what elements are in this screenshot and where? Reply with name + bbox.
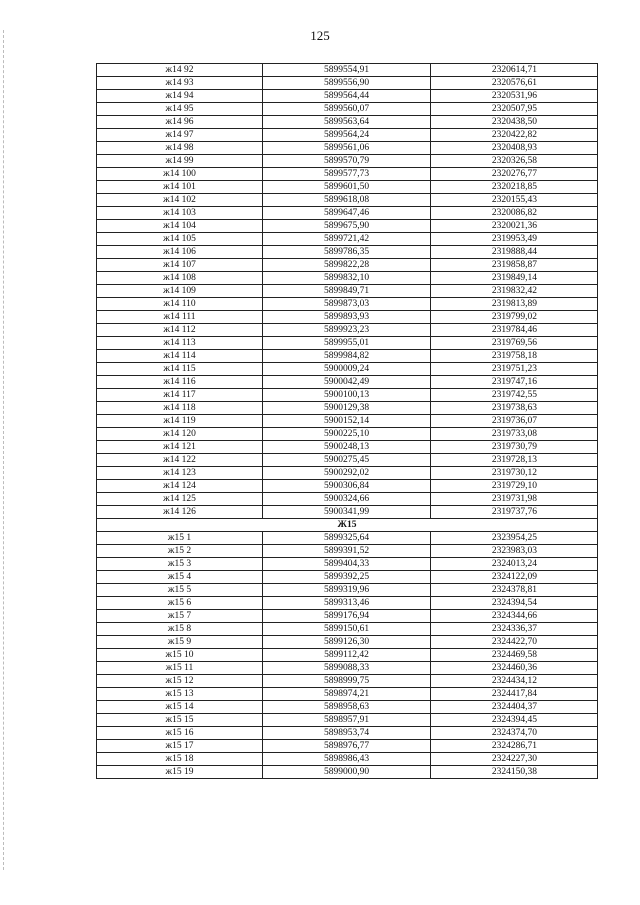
y-coordinate-cell: 2320422,82	[431, 129, 598, 142]
y-coordinate-cell: 2324394,45	[431, 714, 598, 727]
y-coordinate-cell: 2319953,49	[431, 233, 598, 246]
x-coordinate-cell: 5899313,46	[263, 597, 431, 610]
x-coordinate-cell: 5899822,28	[263, 259, 431, 272]
table-row	[97, 233, 598, 246]
point-name-cell: ж15 3	[97, 558, 263, 571]
y-coordinate-cell: 2319751,23	[431, 363, 598, 376]
point-name-cell: ж14 110	[97, 298, 263, 311]
point-name-cell: ж14 125	[97, 493, 263, 506]
x-coordinate-cell: 5899000,90	[263, 766, 431, 779]
point-name-cell: ж14 126	[97, 506, 263, 519]
point-name-cell: ж14 101	[97, 181, 263, 194]
x-coordinate-cell: 5899873,03	[263, 298, 431, 311]
point-name-cell: ж15 1	[97, 532, 263, 545]
y-coordinate-cell: 2319799,02	[431, 311, 598, 324]
point-name-cell: ж15 17	[97, 740, 263, 753]
point-name-cell: ж14 109	[97, 285, 263, 298]
y-coordinate-cell: 2319736,07	[431, 415, 598, 428]
point-name-cell: ж14 100	[97, 168, 263, 181]
table-row	[97, 376, 598, 389]
point-name-cell: ж15 9	[97, 636, 263, 649]
table-row	[97, 571, 598, 584]
coordinates-table	[96, 63, 598, 779]
table-row	[97, 597, 598, 610]
point-name-cell: ж14 118	[97, 402, 263, 415]
point-name-cell: ж15 6	[97, 597, 263, 610]
x-coordinate-cell: 5898953,74	[263, 727, 431, 740]
y-coordinate-cell: 2320276,77	[431, 168, 598, 181]
x-coordinate-cell: 5899570,79	[263, 155, 431, 168]
y-coordinate-cell: 2324417,84	[431, 688, 598, 701]
point-name-cell: ж14 93	[97, 77, 263, 90]
point-name-cell: ж14 107	[97, 259, 263, 272]
table-row	[97, 337, 598, 350]
x-coordinate-cell: 5899564,44	[263, 90, 431, 103]
table-row	[97, 350, 598, 363]
y-coordinate-cell: 2319832,42	[431, 285, 598, 298]
point-name-cell: ж14 115	[97, 363, 263, 376]
x-coordinate-cell: 5899955,01	[263, 337, 431, 350]
table-row	[97, 727, 598, 740]
y-coordinate-cell: 2324378,81	[431, 584, 598, 597]
page-number: 125	[310, 28, 330, 43]
left-margin-guide-line	[3, 30, 4, 870]
point-name-cell: ж15 19	[97, 766, 263, 779]
y-coordinate-cell: 2320408,93	[431, 142, 598, 155]
y-coordinate-cell: 2319728,13	[431, 454, 598, 467]
y-coordinate-cell: 2324434,12	[431, 675, 598, 688]
table-row	[97, 441, 598, 454]
y-coordinate-cell: 2324336,37	[431, 623, 598, 636]
point-name-cell: ж14 123	[97, 467, 263, 480]
x-coordinate-cell: 5900275,45	[263, 454, 431, 467]
x-coordinate-cell: 5898986,43	[263, 753, 431, 766]
x-coordinate-cell: 5899893,93	[263, 311, 431, 324]
table-row	[97, 467, 598, 480]
table-row	[97, 181, 598, 194]
table-row	[97, 298, 598, 311]
x-coordinate-cell: 5899176,94	[263, 610, 431, 623]
y-coordinate-cell: 2324227,30	[431, 753, 598, 766]
y-coordinate-cell: 2324013,24	[431, 558, 598, 571]
table-row	[97, 311, 598, 324]
y-coordinate-cell: 2324460,36	[431, 662, 598, 675]
y-coordinate-cell: 2324394,54	[431, 597, 598, 610]
x-coordinate-cell: 5899150,61	[263, 623, 431, 636]
table-row	[97, 220, 598, 233]
x-coordinate-cell: 5900129,38	[263, 402, 431, 415]
x-coordinate-cell: 5899564,24	[263, 129, 431, 142]
y-coordinate-cell: 2319858,87	[431, 259, 598, 272]
point-name-cell: ж15 18	[97, 753, 263, 766]
x-coordinate-cell: 5899560,07	[263, 103, 431, 116]
y-coordinate-cell: 2320218,85	[431, 181, 598, 194]
point-name-cell: ж15 10	[97, 649, 263, 662]
point-name-cell: ж14 124	[97, 480, 263, 493]
x-coordinate-cell: 5900152,14	[263, 415, 431, 428]
y-coordinate-cell: 2319849,14	[431, 272, 598, 285]
y-coordinate-cell: 2319747,16	[431, 376, 598, 389]
y-coordinate-cell: 2319730,79	[431, 441, 598, 454]
point-name-cell: ж14 108	[97, 272, 263, 285]
section-header: Ж15	[97, 519, 598, 532]
table-row	[97, 740, 598, 753]
point-name-cell: ж14 113	[97, 337, 263, 350]
x-coordinate-cell: 5899554,91	[263, 64, 431, 77]
table-row	[97, 415, 598, 428]
x-coordinate-cell: 5898974,21	[263, 688, 431, 701]
y-coordinate-cell: 2320576,61	[431, 77, 598, 90]
x-coordinate-cell: 5899832,10	[263, 272, 431, 285]
table-row	[97, 103, 598, 116]
x-coordinate-cell: 5899984,82	[263, 350, 431, 363]
x-coordinate-cell: 5900248,13	[263, 441, 431, 454]
point-name-cell: ж14 102	[97, 194, 263, 207]
x-coordinate-cell: 5899561,06	[263, 142, 431, 155]
x-coordinate-cell: 5900306,84	[263, 480, 431, 493]
y-coordinate-cell: 2320438,50	[431, 116, 598, 129]
table-row	[97, 584, 598, 597]
table-row	[97, 753, 598, 766]
y-coordinate-cell: 2324469,58	[431, 649, 598, 662]
point-name-cell: ж14 121	[97, 441, 263, 454]
point-name-cell: ж15 16	[97, 727, 263, 740]
x-coordinate-cell: 5898957,91	[263, 714, 431, 727]
y-coordinate-cell: 2323983,03	[431, 545, 598, 558]
point-name-cell: ж14 98	[97, 142, 263, 155]
table-row	[97, 545, 598, 558]
table-row	[97, 77, 598, 90]
x-coordinate-cell: 5899392,25	[263, 571, 431, 584]
section-header-row	[97, 519, 598, 532]
x-coordinate-cell: 5899577,73	[263, 168, 431, 181]
y-coordinate-cell: 2320531,96	[431, 90, 598, 103]
coordinates-table-body	[97, 64, 598, 779]
x-coordinate-cell: 5899563,64	[263, 116, 431, 129]
point-name-cell: ж15 13	[97, 688, 263, 701]
table-row	[97, 207, 598, 220]
table-row	[97, 64, 598, 77]
point-name-cell: ж14 104	[97, 220, 263, 233]
x-coordinate-cell: 5899112,42	[263, 649, 431, 662]
point-name-cell: ж14 94	[97, 90, 263, 103]
y-coordinate-cell: 2319730,12	[431, 467, 598, 480]
table-row	[97, 701, 598, 714]
point-name-cell: ж15 4	[97, 571, 263, 584]
y-coordinate-cell: 2319888,44	[431, 246, 598, 259]
point-name-cell: ж14 119	[97, 415, 263, 428]
table-row	[97, 402, 598, 415]
y-coordinate-cell: 2319738,63	[431, 402, 598, 415]
y-coordinate-cell: 2320086,82	[431, 207, 598, 220]
table-row	[97, 714, 598, 727]
table-row	[97, 493, 598, 506]
table-row	[97, 168, 598, 181]
x-coordinate-cell: 5900324,66	[263, 493, 431, 506]
point-name-cell: ж14 103	[97, 207, 263, 220]
y-coordinate-cell: 2319737,76	[431, 506, 598, 519]
table-row	[97, 324, 598, 337]
y-coordinate-cell: 2320614,71	[431, 64, 598, 77]
x-coordinate-cell: 5900100,13	[263, 389, 431, 402]
table-row	[97, 259, 598, 272]
point-name-cell: ж14 116	[97, 376, 263, 389]
point-name-cell: ж14 97	[97, 129, 263, 142]
point-name-cell: ж15 12	[97, 675, 263, 688]
table-row	[97, 558, 598, 571]
y-coordinate-cell: 2320021,36	[431, 220, 598, 233]
point-name-cell: ж15 14	[97, 701, 263, 714]
table-row	[97, 363, 598, 376]
x-coordinate-cell: 5899126,30	[263, 636, 431, 649]
x-coordinate-cell: 5899601,50	[263, 181, 431, 194]
point-name-cell: ж15 5	[97, 584, 263, 597]
y-coordinate-cell: 2319742,55	[431, 389, 598, 402]
y-coordinate-cell: 2319813,89	[431, 298, 598, 311]
y-coordinate-cell: 2319729,10	[431, 480, 598, 493]
point-name-cell: ж14 92	[97, 64, 263, 77]
x-coordinate-cell: 5898976,77	[263, 740, 431, 753]
y-coordinate-cell: 2319784,46	[431, 324, 598, 337]
table-row	[97, 506, 598, 519]
x-coordinate-cell: 5899786,35	[263, 246, 431, 259]
table-row	[97, 129, 598, 142]
x-coordinate-cell: 5899088,33	[263, 662, 431, 675]
point-name-cell: ж14 96	[97, 116, 263, 129]
point-name-cell: ж14 112	[97, 324, 263, 337]
point-name-cell: ж14 114	[97, 350, 263, 363]
x-coordinate-cell: 5899556,90	[263, 77, 431, 90]
x-coordinate-cell: 5898958,63	[263, 701, 431, 714]
table-row	[97, 766, 598, 779]
point-name-cell: ж15 8	[97, 623, 263, 636]
x-coordinate-cell: 5900341,99	[263, 506, 431, 519]
table-row	[97, 532, 598, 545]
x-coordinate-cell: 5900225,10	[263, 428, 431, 441]
x-coordinate-cell: 5899923,23	[263, 324, 431, 337]
table-row	[97, 610, 598, 623]
table-row	[97, 272, 598, 285]
y-coordinate-cell: 2324374,70	[431, 727, 598, 740]
table-row	[97, 675, 598, 688]
point-name-cell: ж14 106	[97, 246, 263, 259]
point-name-cell: ж14 117	[97, 389, 263, 402]
y-coordinate-cell: 2324286,71	[431, 740, 598, 753]
y-coordinate-cell: 2324122,09	[431, 571, 598, 584]
x-coordinate-cell: 5899325,64	[263, 532, 431, 545]
x-coordinate-cell: 5899647,46	[263, 207, 431, 220]
y-coordinate-cell: 2323954,25	[431, 532, 598, 545]
point-name-cell: ж14 122	[97, 454, 263, 467]
point-name-cell: ж14 105	[97, 233, 263, 246]
table-row	[97, 454, 598, 467]
table-row	[97, 194, 598, 207]
table-row	[97, 480, 598, 493]
table-row	[97, 636, 598, 649]
y-coordinate-cell: 2319733,08	[431, 428, 598, 441]
table-row	[97, 116, 598, 129]
table-row	[97, 142, 598, 155]
x-coordinate-cell: 5899404,33	[263, 558, 431, 571]
table-row	[97, 623, 598, 636]
y-coordinate-cell: 2320326,58	[431, 155, 598, 168]
y-coordinate-cell: 2324422,70	[431, 636, 598, 649]
y-coordinate-cell: 2320155,43	[431, 194, 598, 207]
y-coordinate-cell: 2324150,38	[431, 766, 598, 779]
x-coordinate-cell: 5900009,24	[263, 363, 431, 376]
table-row	[97, 285, 598, 298]
point-name-cell: ж15 7	[97, 610, 263, 623]
x-coordinate-cell: 5900292,02	[263, 467, 431, 480]
x-coordinate-cell: 5898999,75	[263, 675, 431, 688]
table-row	[97, 649, 598, 662]
y-coordinate-cell: 2320507,95	[431, 103, 598, 116]
table-row	[97, 155, 598, 168]
y-coordinate-cell: 2319758,18	[431, 350, 598, 363]
x-coordinate-cell: 5899618,08	[263, 194, 431, 207]
point-name-cell: ж15 11	[97, 662, 263, 675]
y-coordinate-cell: 2324404,37	[431, 701, 598, 714]
table-row	[97, 428, 598, 441]
x-coordinate-cell: 5899319,96	[263, 584, 431, 597]
y-coordinate-cell: 2324344,66	[431, 610, 598, 623]
x-coordinate-cell: 5899391,52	[263, 545, 431, 558]
y-coordinate-cell: 2319731,98	[431, 493, 598, 506]
y-coordinate-cell: 2319769,56	[431, 337, 598, 350]
x-coordinate-cell: 5899849,71	[263, 285, 431, 298]
point-name-cell: ж15 2	[97, 545, 263, 558]
table-row	[97, 688, 598, 701]
table-row	[97, 246, 598, 259]
point-name-cell: ж15 15	[97, 714, 263, 727]
x-coordinate-cell: 5899675,90	[263, 220, 431, 233]
point-name-cell: ж14 120	[97, 428, 263, 441]
table-row	[97, 662, 598, 675]
table-row	[97, 90, 598, 103]
point-name-cell: ж14 111	[97, 311, 263, 324]
point-name-cell: ж14 95	[97, 103, 263, 116]
point-name-cell: ж14 99	[97, 155, 263, 168]
x-coordinate-cell: 5899721,42	[263, 233, 431, 246]
table-row	[97, 389, 598, 402]
x-coordinate-cell: 5900042,49	[263, 376, 431, 389]
